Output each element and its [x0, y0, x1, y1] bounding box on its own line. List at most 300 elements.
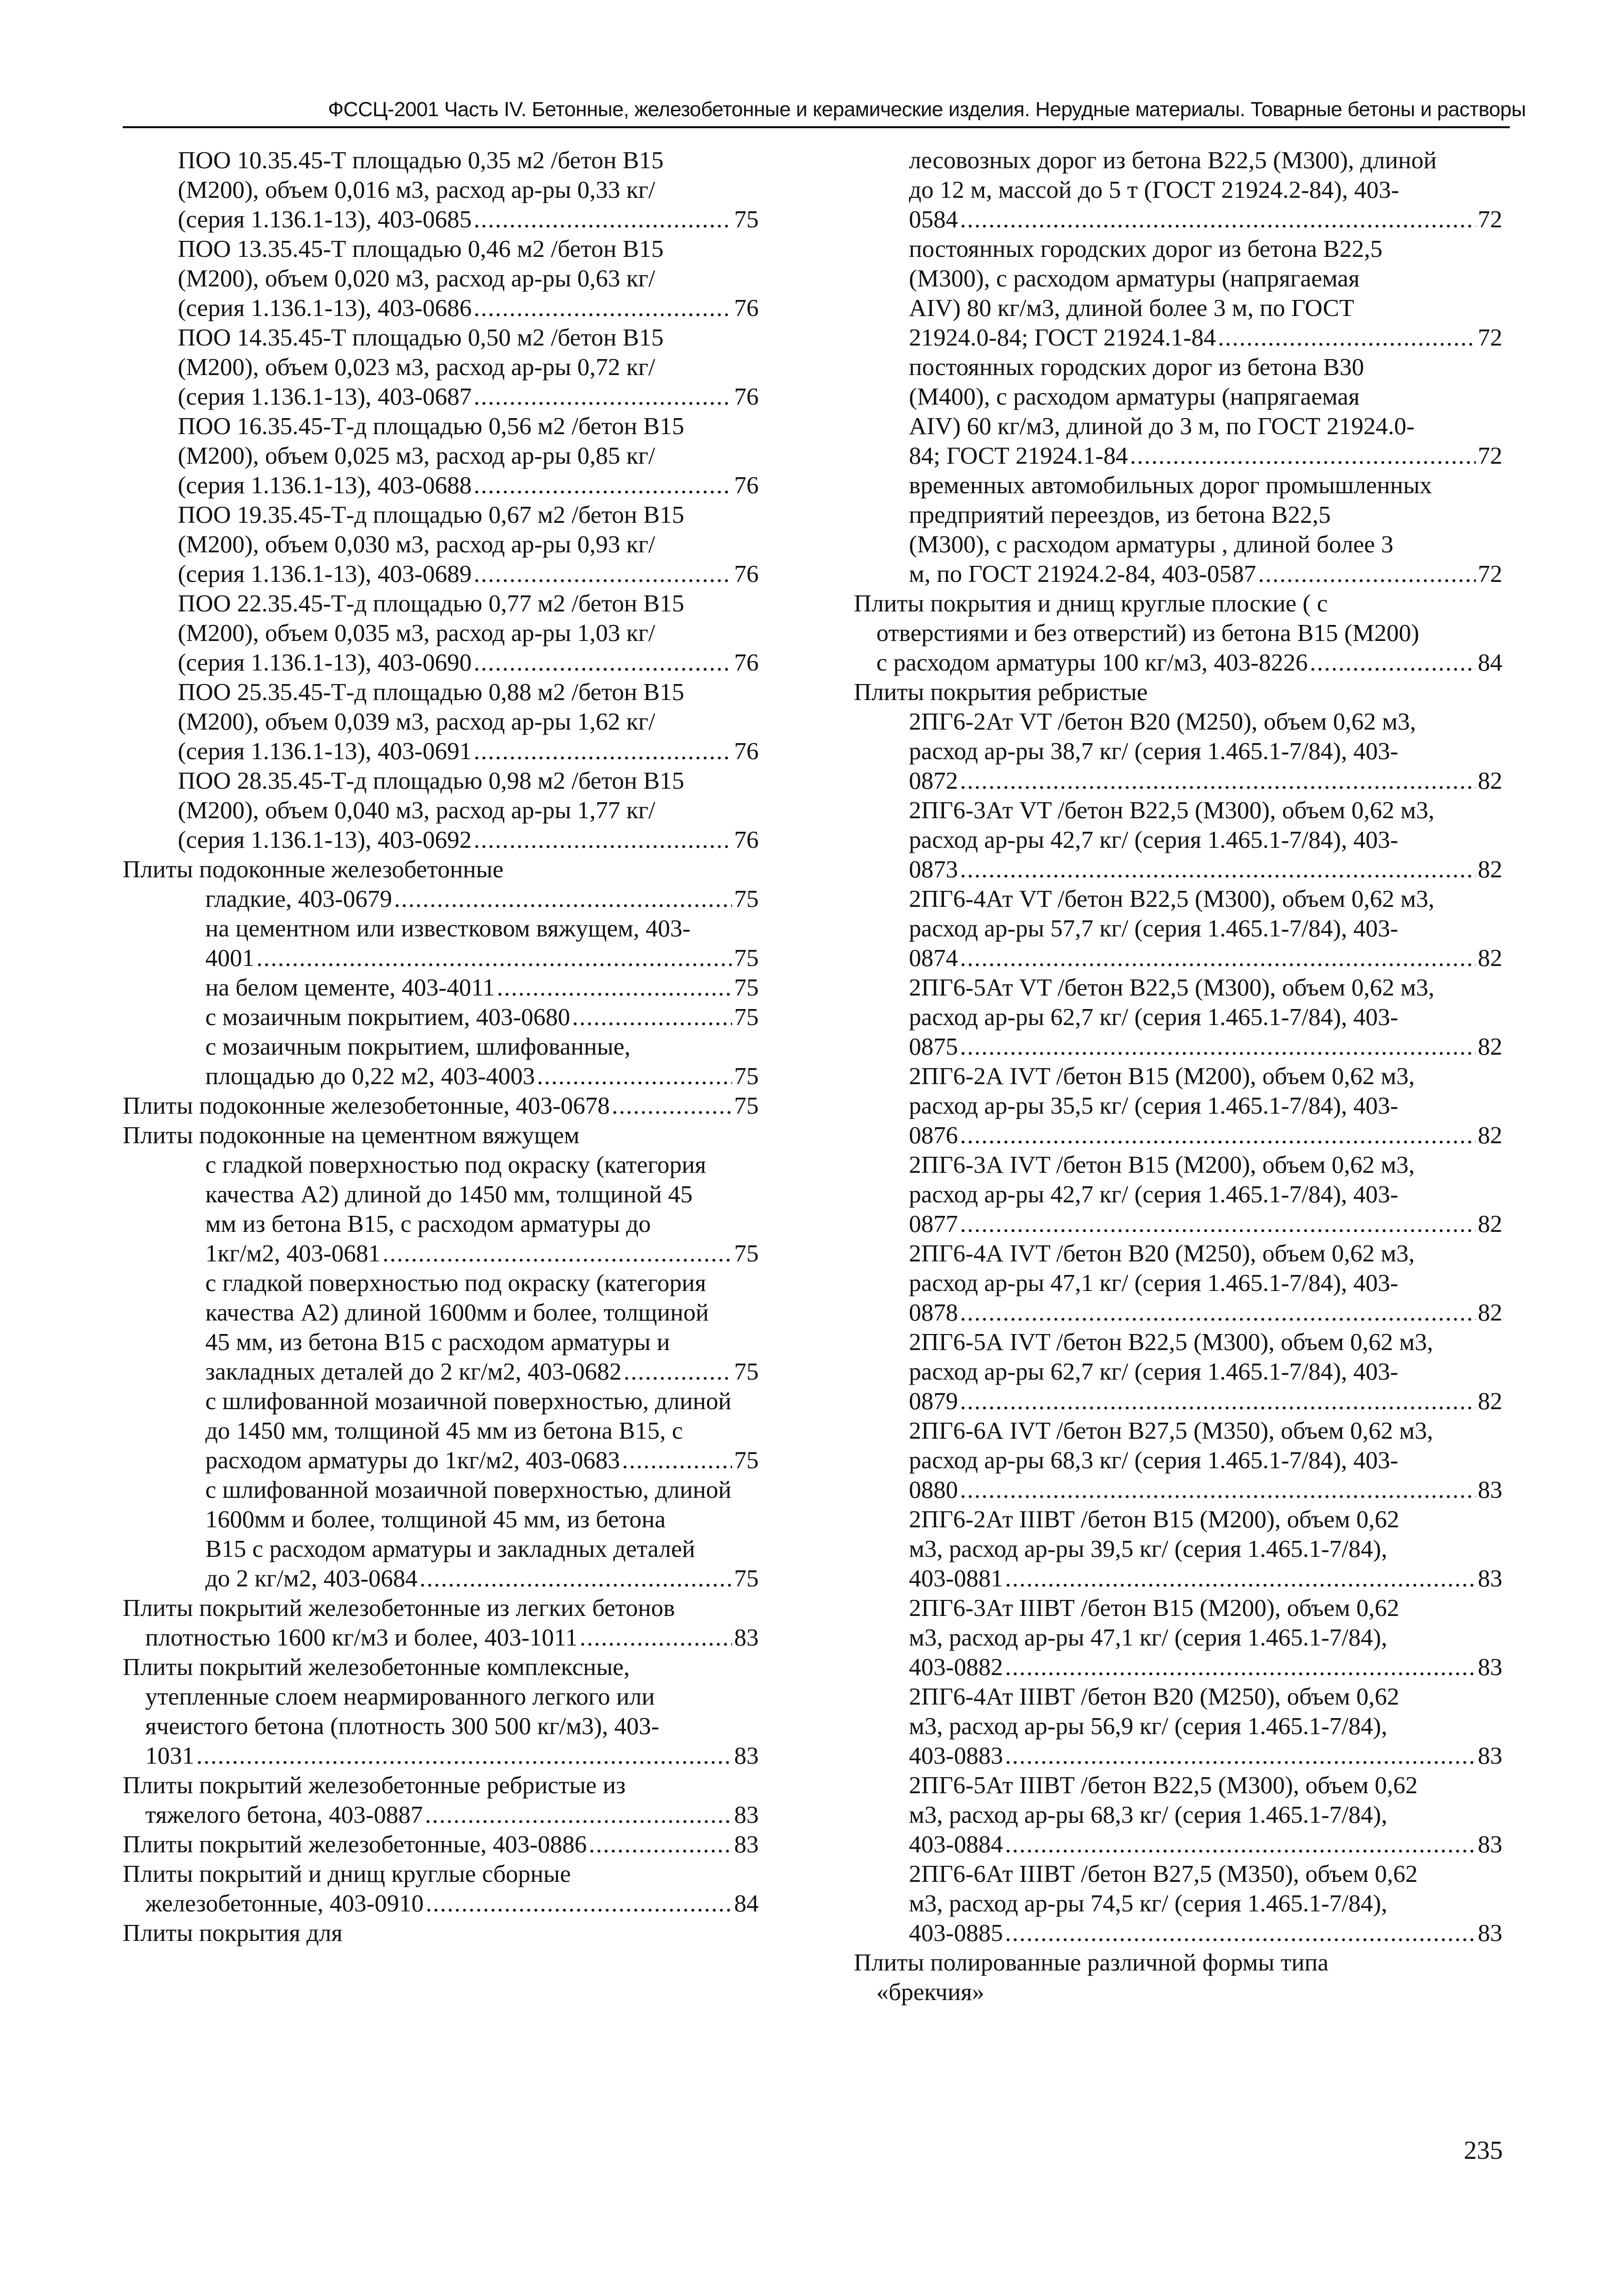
index-entry-line [909, 854, 1502, 884]
index-entry-page: 82 [1478, 1033, 1502, 1060]
index-entry-page: 82 [1478, 1121, 1502, 1149]
index-entry-line [909, 766, 1502, 795]
index-entry-text: с мозаичным покрытием, 403-0680 [205, 1003, 570, 1031]
index-entry-page: 75 [734, 1358, 759, 1385]
dot-leader [960, 204, 1476, 234]
dot-leader [960, 1120, 1476, 1150]
index-entry-text: 2ПГ6-2Ат VT /бетон В20 (М250), объем 0,62 м3, [909, 708, 1416, 735]
dot-leader [537, 1061, 732, 1091]
index-entry-line [178, 825, 759, 854]
index-entry-text: ПОО 19.35.45-Т-д площадью 0,67 м2 /бетон В15 [178, 501, 685, 528]
index-entry-line [909, 1386, 1502, 1416]
index-entry-text: расход ар-ры 42,7 кг/ (серия 1.465.1-7/84), 403- [909, 1180, 1399, 1208]
index-entry-text: Плиты полированные различной формы типа [854, 1948, 1329, 1976]
index-entry-text: 0872 [909, 767, 958, 794]
index-entry-text: 2ПГ6-5А IVT /бетон В22,5 (М300), объем 0,62 м3, [909, 1328, 1433, 1356]
index-entry [854, 884, 1502, 972]
index-entry-text: (М200), объем 0,030 м3, расход ар-ры 0,93 кг/ [178, 530, 656, 558]
index-entry [854, 1150, 1502, 1238]
dot-leader [196, 1741, 732, 1770]
index-entry-line [205, 1002, 759, 1032]
dot-leader [474, 470, 732, 500]
dot-leader [623, 1357, 732, 1386]
index-entry-text: 2ПГ6-6Ат IIIВТ /бетон В27,5 (М350), объем 0,62 [909, 1860, 1418, 1887]
index-entry-text: ПОО 16.35.45-Т-д площадью 0,56 м2 /бетон В15 [178, 412, 685, 440]
index-entry-page: 82 [1478, 767, 1502, 794]
index-entry-text: 403-0883 [909, 1742, 1003, 1769]
index-entry-page: 83 [1478, 1919, 1502, 1946]
index-entry [854, 1327, 1502, 1416]
index-entry-text: Плиты покрытий железобетонные ребристые из [123, 1771, 626, 1799]
index-entry-text: 1031 [145, 1742, 194, 1769]
index-entry-text: ПОО 22.35.45-Т-д площадью 0,77 м2 /бетон В15 [178, 589, 685, 617]
index-entry-text: AIV) 80 кг/м3, длиной более 3 м, по ГОСТ [909, 294, 1355, 321]
index-entry-text: Плиты покрытий и днищ круглые сборные [123, 1860, 571, 1887]
index-entry-line [123, 1741, 759, 1770]
dot-leader [1310, 647, 1476, 677]
index-entry-text: (М200), объем 0,025 м3, расход ар-ры 0,85 кг/ [178, 442, 656, 469]
dot-leader [474, 647, 732, 677]
index-entry-text: (М200), объем 0,016 м3, расход ар-ры 0,33 кг/ [178, 176, 656, 203]
index-entry [123, 1120, 759, 1150]
index-entry-text: расход ар-ры 62,7 кг/ (серия 1.465.1-7/84), 403- [909, 1003, 1399, 1031]
index-entry-line [909, 943, 1502, 972]
index-entry-text: закладных деталей до 2 кг/м2, 403-0682 [205, 1358, 622, 1385]
index-entry-text: 2ПГ6-3А IVT /бетон В15 (М200), объем 0,62 м3, [909, 1151, 1415, 1178]
index-entry [123, 766, 759, 854]
dot-leader [474, 736, 732, 766]
index-entry [854, 1682, 1502, 1770]
index-entry-text: 0873 [909, 855, 958, 883]
index-entry-text: ячеистого бетона (плотность 300 500 кг/м3), 403- [145, 1712, 660, 1740]
index-entry-line [178, 559, 759, 588]
index-entry-page: 82 [1478, 1210, 1502, 1237]
dot-leader [256, 943, 732, 972]
index-entry-text: м3, расход ар-ры 56,9 кг/ (серия 1.465.1-7/84), [909, 1712, 1388, 1740]
index-entry-text: с шлифованной мозаичной поверхностью, длиной [205, 1387, 732, 1415]
index-entry-text: расходом арматуры до 1кг/м2, 403-0683 [205, 1446, 620, 1474]
index-entry-text: расход ар-ры 68,3 кг/ (серия 1.465.1-7/84), 403- [909, 1446, 1399, 1474]
index-entry-line [178, 470, 759, 500]
index-entry [123, 1829, 759, 1859]
index-entry [123, 854, 759, 884]
index-entry-page: 76 [734, 383, 759, 410]
index-entry-line [909, 441, 1502, 470]
dot-leader [960, 1297, 1476, 1327]
dot-leader [1218, 322, 1476, 352]
index-entry-text: 0878 [909, 1298, 958, 1326]
index-entry [854, 1859, 1502, 1947]
index-entry-text: (серия 1.136.1-13), 403-0686 [178, 294, 472, 321]
index-entry-text: постоянных городских дорог из бетона В30 [909, 353, 1364, 381]
index-entry-text: расход ар-ры 38,7 кг/ (серия 1.465.1-7/84), 403- [909, 737, 1399, 765]
index-entry [123, 1386, 759, 1475]
index-entry-text: 2ПГ6-4А IVT /бетон В20 (М250), объем 0,62 м3, [909, 1239, 1415, 1267]
index-entry [123, 322, 759, 411]
index-entry-text: 2ПГ6-3Ат IIIВТ /бетон В15 (М200), объем 0,62 [909, 1594, 1400, 1621]
index-entry-line [909, 1918, 1502, 1947]
index-entry-text: 4001 [205, 944, 254, 971]
index-entry [123, 1032, 759, 1091]
index-entry-line [123, 1888, 759, 1918]
index-entry-page: 72 [1478, 205, 1502, 233]
index-entry-page: 83 [1478, 1476, 1502, 1503]
index-entry-text: Плиты подоконные железобетонные, 403-0678 [123, 1092, 610, 1119]
index-entry [123, 145, 759, 234]
index-entry-line [909, 1563, 1502, 1593]
index-entry-text: 2ПГ6-4Ат VT /бетон В22,5 (М300), объем 0,62 м3, [909, 885, 1435, 912]
index-entry-text: (серия 1.136.1-13), 403-0690 [178, 648, 472, 676]
index-entry-text: качества А2) длиной до 1450 мм, толщиной 45 [205, 1180, 693, 1208]
dot-leader [1005, 1918, 1476, 1947]
index-entry-text: 0875 [909, 1033, 958, 1060]
index-entry-text: (серия 1.136.1-13), 403-0691 [178, 737, 472, 765]
index-entry-page: 75 [734, 1446, 759, 1474]
index-entry-page: 75 [734, 885, 759, 912]
index-entry [854, 145, 1502, 234]
index-entry [123, 588, 759, 677]
index-entry-text: Плиты покрытия для [123, 1919, 343, 1946]
index-entry-line [909, 204, 1502, 234]
index-entry-text: 403-0884 [909, 1830, 1003, 1858]
index-entry-text: с шлифованной мозаичной поверхностью, длиной [205, 1476, 732, 1503]
index-entry-line [909, 322, 1502, 352]
dot-leader [960, 1209, 1476, 1238]
index-entry-text: (М300), с расходом арматуры (напрягаемая [909, 264, 1360, 292]
index-entry-text: Плиты покрытий железобетонные из легких бетонов [123, 1594, 675, 1621]
dot-leader [1005, 1652, 1476, 1682]
index-entry-text: утепленные слоем неармированного легкого или [145, 1683, 655, 1710]
dot-leader [383, 1238, 732, 1268]
index-entry-text: с мозаичным покрытием, шлифованные, [205, 1033, 630, 1060]
index-entry [854, 795, 1502, 884]
index-entry-line [909, 1209, 1502, 1238]
index-entry [854, 470, 1502, 588]
index-entry-text: (серия 1.136.1-13), 403-0687 [178, 383, 472, 410]
dot-leader [1005, 1741, 1476, 1770]
index-entry [854, 352, 1502, 470]
index-entry-text: мм из бетона В15, с расходом арматуры до [205, 1210, 651, 1237]
index-entry-text: 1кг/м2, 403-0681 [205, 1239, 381, 1267]
dot-leader [426, 1888, 732, 1918]
index-entry-line [909, 559, 1502, 588]
dot-leader [960, 1032, 1476, 1061]
index-entry-line [205, 1061, 759, 1091]
index-entry-page: 83 [734, 1742, 759, 1769]
index-entry-text: 0874 [909, 944, 958, 971]
index-entry-page: 84 [1478, 648, 1502, 676]
dot-leader [622, 1445, 732, 1475]
dot-leader [1258, 559, 1476, 588]
index-entry-line [205, 972, 759, 1002]
index-entry-page: 76 [734, 560, 759, 587]
index-entry-page: 75 [734, 973, 759, 1001]
index-entry-text: 2ПГ6-6А IVT /бетон В27,5 (М350), объем 0,62 м3, [909, 1417, 1433, 1444]
index-entry [123, 1268, 759, 1386]
index-entry-text: Плиты подоконные железобетонные [123, 855, 504, 883]
index-entry [854, 1593, 1502, 1682]
index-entry-text: (серия 1.136.1-13), 403-0688 [178, 471, 472, 499]
index-entry-text: лесовозных дорог из бетона В22,5 (М300), длиной [909, 146, 1437, 174]
index-entry-text: Плиты покрытия ребристые [854, 678, 1148, 706]
index-entry [123, 913, 759, 972]
index-entry-text: на белом цементе, 403-4011 [205, 973, 495, 1001]
index-entry-line [178, 382, 759, 411]
index-entry-line [178, 647, 759, 677]
index-entry [123, 500, 759, 588]
dot-leader [425, 1800, 732, 1829]
index-entry-page: 72 [1478, 560, 1502, 587]
index-entry-line [205, 1238, 759, 1268]
index-entry-line [909, 1297, 1502, 1327]
index-entry-text: постоянных городских дорог из бетона В22,5 [909, 235, 1383, 262]
index-entry [854, 1504, 1502, 1593]
index-entry-text: с гладкой поверхностью под окраску (категория [205, 1269, 706, 1296]
index-entry [123, 1859, 759, 1918]
index-entry-text: (М200), объем 0,035 м3, расход ар-ры 1,03 кг/ [178, 619, 656, 646]
index-entry [854, 588, 1502, 677]
index-entry-text: 2ПГ6-5Ат IIIВТ /бетон В22,5 (М300), объем 0,62 [909, 1771, 1418, 1799]
index-entry-line [909, 1652, 1502, 1682]
page-number: 235 [1464, 2136, 1503, 2165]
index-entry-page: 75 [734, 205, 759, 233]
index-entry-text: (М200), объем 0,040 м3, расход ар-ры 1,77 кг/ [178, 796, 656, 824]
index-entry-line [205, 884, 759, 913]
index-entry-text: (М300), с расходом арматуры , длиной более 3 [909, 530, 1394, 558]
index-entry-page: 76 [734, 294, 759, 321]
index-entry-text: (М200), объем 0,039 м3, расход ар-ры 1,62 кг/ [178, 708, 656, 735]
index-entry-text: ПОО 14.35.45-Т площадью 0,50 м2 /бетон В15 [178, 323, 664, 351]
index-entry-text: до 2 кг/м2, 403-0684 [205, 1564, 418, 1592]
index-entry-page: 83 [1478, 1653, 1502, 1681]
index-entry-text: AIV) 60 кг/м3, длиной до 3 м, по ГОСТ 21924.0- [909, 412, 1415, 440]
index-entry-page: 76 [734, 737, 759, 765]
index-entry-text: до 1450 мм, толщиной 45 мм из бетона В15, с [205, 1417, 683, 1444]
index-entry-page: 72 [1478, 323, 1502, 351]
index-entry-text: площадью до 0,22 м2, 403-4003 [205, 1062, 535, 1090]
dot-leader [474, 382, 732, 411]
index-entry-text: (М200), объем 0,020 м3, расход ар-ры 0,63 кг/ [178, 264, 656, 292]
dot-leader [420, 1563, 732, 1593]
index-entry-page: 72 [1478, 442, 1502, 469]
index-entry [854, 677, 1502, 707]
index-entry-text: (серия 1.136.1-13), 403-0685 [178, 205, 472, 233]
index-entry-page: 82 [1478, 1387, 1502, 1415]
dot-leader [579, 1622, 732, 1652]
index-entry-page: 75 [734, 1239, 759, 1267]
index-entry [123, 1770, 759, 1829]
index-entry-text: с расходом арматуры 100 кг/м3, 403-8226 [876, 648, 1308, 676]
index-entry-text: 2ПГ6-3Ат VT /бетон В22,5 (М300), объем 0,62 м3, [909, 796, 1435, 824]
index-entry-text: 2ПГ6-4Ат IIIВТ /бетон В20 (М250), объем 0,62 [909, 1683, 1400, 1710]
index-entry-text: 21924.0-84; ГОСТ 21924.1-84 [909, 323, 1216, 351]
index-entry-text: до 12 м, массой до 5 т (ГОСТ 21924.2-84), 403- [909, 176, 1399, 203]
dot-leader [589, 1829, 732, 1859]
index-entry-text: расход ар-ры 42,7 кг/ (серия 1.465.1-7/84), 403- [909, 826, 1399, 853]
index-entry [854, 707, 1502, 795]
index-entry-text: м, по ГОСТ 21924.2-84, 403-0587 [909, 560, 1256, 587]
index-entry-line [205, 1445, 759, 1475]
index-entry-page: 82 [1478, 944, 1502, 971]
dot-leader [1005, 1829, 1476, 1859]
index-entry-line [909, 1829, 1502, 1859]
index-entry-line [123, 1091, 759, 1120]
index-entry-line [205, 1563, 759, 1593]
index-entry-text: 45 мм, из бетона В15 с расходом арматуры и [205, 1328, 670, 1356]
dot-leader [960, 943, 1476, 972]
index-entry-page: 75 [734, 1003, 759, 1031]
index-entry-text: железобетонные, 403-0910 [145, 1889, 424, 1917]
index-entry [123, 1918, 759, 1947]
index-entry-text: 2ПГ6-5Ат VT /бетон В22,5 (М300), объем 0,62 м3, [909, 973, 1435, 1001]
index-entry-text: м3, расход ар-ры 47,1 кг/ (серия 1.465.1-7/84), [909, 1623, 1388, 1651]
index-entry-text: 403-0881 [909, 1564, 1003, 1592]
index-entry-line [178, 204, 759, 234]
index-entry-page: 76 [734, 648, 759, 676]
index-entry-text: 403-0882 [909, 1653, 1003, 1681]
index-entry-line [178, 736, 759, 766]
index-entry-page: 83 [1478, 1564, 1502, 1592]
index-entry-text: ПОО 10.35.45-Т площадью 0,35 м2 /бетон В15 [178, 146, 664, 174]
index-entry-text: отверстиями и без отверстий) из бетона В15 (М200) [876, 619, 1420, 646]
index-entry-text: 2ПГ6-2А IVT /бетон В15 (М200), объем 0,62 м3, [909, 1062, 1415, 1090]
header-rule [123, 126, 1510, 128]
dot-leader [474, 204, 732, 234]
index-entry-text: предприятий переездов, из бетона В22,5 [909, 501, 1331, 528]
index-entry-text: ПОО 13.35.45-Т площадью 0,46 м2 /бетон В15 [178, 235, 664, 262]
index-entry [123, 1593, 759, 1652]
index-entry [854, 1061, 1502, 1150]
index-entry-text: «брекчия» [876, 1978, 985, 2006]
dot-leader [474, 559, 732, 588]
index-entry [123, 1091, 759, 1120]
running-header: ФССЦ-2001 Часть IV. Бетонные, железобетонные и керамические изделия. Нерудные материалы. Товарные бетоны и растворы [328, 98, 1526, 121]
index-entry [123, 1652, 759, 1770]
dot-leader [1130, 441, 1476, 470]
index-entry-line [205, 1357, 759, 1386]
index-entry-page: 83 [1478, 1742, 1502, 1769]
index-entry [854, 972, 1502, 1061]
index-entry-text: (серия 1.136.1-13), 403-0692 [178, 826, 472, 853]
index-entry-text: 0880 [909, 1476, 958, 1503]
index-entry-line [123, 1800, 759, 1829]
index-entry-text: расход ар-ры 35,5 кг/ (серия 1.465.1-7/84), 403- [909, 1092, 1399, 1119]
index-entry-page: 83 [734, 1801, 759, 1828]
index-entry [854, 1238, 1502, 1327]
index-entry-text: 1600мм и более, толщиной 45 мм, из бетона [205, 1505, 666, 1533]
index-entry-page: 75 [734, 1092, 759, 1119]
dot-leader [572, 1002, 732, 1032]
index-entry-text: гладкие, 403-0679 [205, 885, 392, 912]
dot-leader [960, 1475, 1476, 1504]
index-entry [123, 411, 759, 500]
index-entry-page: 83 [1478, 1830, 1502, 1858]
index-entry-text: Плиты покрытий железобетонные, 403-0886 [123, 1830, 587, 1858]
index-entry-page: 84 [734, 1889, 759, 1917]
index-entry-line [123, 1829, 759, 1859]
index-entry-text: м3, расход ар-ры 68,3 кг/ (серия 1.465.1-7/84), [909, 1801, 1388, 1828]
index-entry-page: 83 [734, 1623, 759, 1651]
index-entry-line [909, 1475, 1502, 1504]
dot-leader [394, 884, 732, 913]
index-entry-text: качества А2) длиной 1600мм и более, толщиной [205, 1298, 709, 1326]
index-entry-text: Плиты покрытия и днищ круглые плоские ( с [854, 589, 1328, 617]
dot-leader [474, 293, 732, 322]
index-entry-text: с гладкой поверхностью под окраску (категория [205, 1151, 706, 1178]
index-entry [854, 1770, 1502, 1859]
index-entry-text: тяжелого бетона, 403-0887 [145, 1801, 423, 1828]
index-entry-text: на цементном или известковом вяжущем, 403- [205, 914, 691, 942]
index-entry-line [909, 1741, 1502, 1770]
index-entry-text: Плиты покрытий железобетонные комплексные, [123, 1653, 630, 1681]
index-entry-text: м3, расход ар-ры 39,5 кг/ (серия 1.465.1-7/84), [909, 1535, 1388, 1562]
index-entry-page: 75 [734, 944, 759, 971]
index-entry [123, 972, 759, 1002]
index-entry-line [178, 293, 759, 322]
index-entry-text: (М400), с расходом арматуры (напрягаемая [909, 383, 1360, 410]
index-entry [123, 1150, 759, 1268]
index-entry [123, 884, 759, 913]
index-entry [854, 1416, 1502, 1504]
index-entry-page: 76 [734, 826, 759, 853]
dot-leader [960, 766, 1476, 795]
index-entry-text: расход ар-ры 62,7 кг/ (серия 1.465.1-7/84), 403- [909, 1358, 1399, 1385]
dot-leader [474, 825, 732, 854]
index-entry-page: 83 [734, 1830, 759, 1858]
index-entry-page: 76 [734, 471, 759, 499]
index-entry-page: 82 [1478, 855, 1502, 883]
index-entry-line [205, 943, 759, 972]
index-entry-page: 75 [734, 1564, 759, 1592]
index-entry-text: временных автомобильных дорог промышленных [909, 471, 1432, 499]
index-entry [123, 677, 759, 766]
index-entry-page: 75 [734, 1062, 759, 1090]
index-entry [854, 1947, 1502, 2007]
index-entry-text: плотностью 1600 кг/м3 и более, 403-1011 [145, 1623, 578, 1651]
index-entry-text: (М200), объем 0,023 м3, расход ар-ры 0,72 кг/ [178, 353, 656, 381]
dot-leader [960, 1386, 1476, 1416]
index-entry [123, 1475, 759, 1593]
index-entry-line [123, 1622, 759, 1652]
dot-leader [497, 972, 732, 1002]
index-entry-text: 0876 [909, 1121, 958, 1149]
dot-leader [1005, 1563, 1476, 1593]
index-entry-line [909, 1032, 1502, 1061]
index-entry-text: 84; ГОСТ 21924.1-84 [909, 442, 1128, 469]
index-entry-text: м3, расход ар-ры 74,5 кг/ (серия 1.465.1-7/84), [909, 1889, 1388, 1917]
dot-leader [612, 1091, 732, 1120]
index-entry [123, 1002, 759, 1032]
index-entry [854, 234, 1502, 352]
index-entry-text: расход ар-ры 47,1 кг/ (серия 1.465.1-7/84), 403- [909, 1269, 1399, 1296]
index-entry-text: 0879 [909, 1387, 958, 1415]
index-entry-text: В15 с расходом арматуры и закладных деталей [205, 1535, 696, 1562]
index-column-left [123, 145, 759, 1947]
index-entry-text: 0877 [909, 1210, 958, 1237]
index-entry-line [909, 1120, 1502, 1150]
index-column-right [854, 145, 1502, 2007]
index-entry-page: 82 [1478, 1298, 1502, 1326]
index-entry-text: (серия 1.136.1-13), 403-0689 [178, 560, 472, 587]
index-entry-text: ПОО 25.35.45-Т-д площадью 0,88 м2 /бетон В15 [178, 678, 685, 706]
index-entry-line [854, 647, 1502, 677]
index-entry-text: 403-0885 [909, 1919, 1003, 1946]
index-entry-text: ПОО 28.35.45-Т-д площадью 0,98 м2 /бетон В15 [178, 767, 685, 794]
index-entry-text: Плиты подоконные на цементном вяжущем [123, 1121, 580, 1149]
index-entry-text: 2ПГ6-2Ат IIIВТ /бетон В15 (М200), объем 0,62 [909, 1505, 1400, 1533]
dot-leader [960, 854, 1476, 884]
index-entry-text: 0584 [909, 205, 958, 233]
